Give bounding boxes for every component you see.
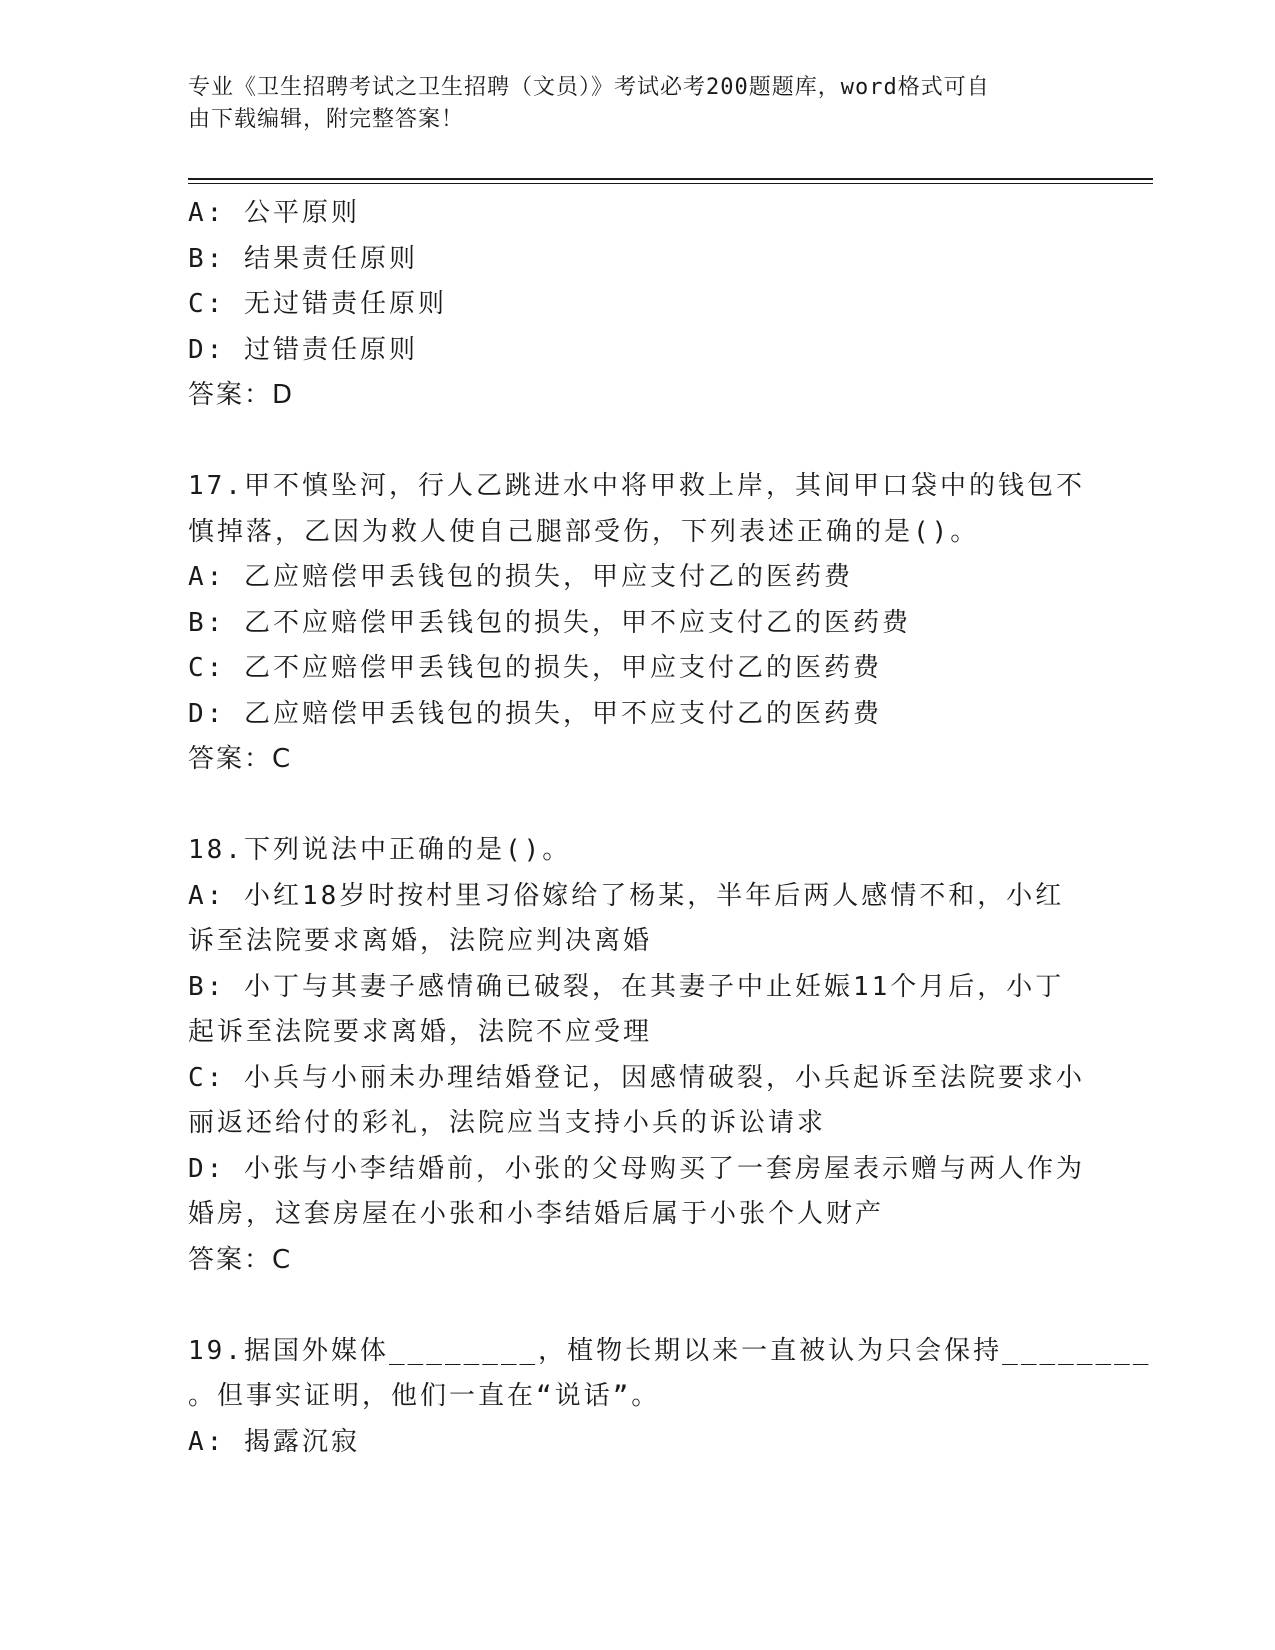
option-a-line-1: A: 小红18岁时按村里习俗嫁给了杨某，半年后两人感情不和，小红 (188, 880, 1065, 911)
option-b: B: 乙不应赔偿甲丢钱包的损失，甲不应支付乙的医药费 (188, 607, 911, 638)
spacer (188, 783, 1088, 829)
option-a-line-2: 诉至法院要求离婚，法院应判决离婚 (188, 926, 653, 956)
question-content (188, 191, 1152, 1465)
option-d-line-2: 婚房，这套房屋在小张和小李结婚后属于小张个人财产 (188, 1199, 885, 1229)
question-stem-line: 18.下列说法中正确的是()。 (188, 835, 572, 865)
option-d: D: 乙应赔偿甲丢钱包的损失，甲不应支付乙的医药费 (188, 698, 882, 729)
option-d-line-1: D: 小张与小李结婚前，小张的父母购买了一套房屋表示赠与两人作为 (188, 1153, 1085, 1184)
spacer (188, 1283, 1088, 1329)
answer-line: 答案：C (188, 1244, 293, 1275)
header-divider-thin (188, 183, 1153, 184)
question-stem-line: 19.据国外媒体________，植物长期以来一直被认为只会保持________ (188, 1335, 1152, 1366)
answer-line: 答案：C (188, 744, 293, 774)
question-stem-line: 17.甲不慎坠河，行人乙跳进水中将甲救上岸，其间甲口袋中的钱包不 (188, 471, 1085, 501)
option-a: A: 揭露沉寂 (188, 1426, 360, 1457)
header-divider-thick (188, 178, 1153, 180)
option-b: B: 结果责任原则 (188, 243, 418, 274)
option-c-line-1: C: 小兵与小丽未办理结婚登记，因感情破裂，小兵起诉至法院要求小 (188, 1062, 1085, 1093)
option-a: A: 乙应赔偿甲丢钱包的损失，甲应支付乙的医药费 (188, 562, 853, 592)
header-line-2: 由下载编辑，附完整答案！ (188, 107, 465, 132)
question-16 (188, 191, 1088, 419)
option-c-line-2: 丽返还给付的彩礼，法院应当支持小兵的诉讼请求 (188, 1108, 827, 1138)
answer-line: 答案：D (188, 380, 295, 410)
option-c: C: 乙不应赔偿甲丢钱包的损失，甲应支付乙的医药费 (188, 653, 882, 683)
question-stem-line: 慎掉落，乙因为救人使自己腿部受伤，下列表述正确的是()。 (188, 516, 980, 547)
option-d: D: 过错责任原则 (188, 334, 418, 365)
spacer (188, 419, 1088, 465)
question-17 (188, 464, 1088, 783)
option-b-line-2: 起诉至法院要求离婚，法院不应受理 (188, 1017, 653, 1047)
document-header (188, 72, 1068, 136)
question-18 (188, 828, 1088, 1283)
option-c: C: 无过错责任原则 (188, 289, 447, 319)
option-b-line-1: B: 小丁与其妻子感情确已破裂，在其妻子中止妊娠11个月后，小丁 (188, 971, 1065, 1002)
header-line-1: 专业《卫生招聘考试之卫生招聘（文员）》考试必考200题题库，word格式可自 (188, 75, 990, 100)
question-stem-line: 。但事实证明，他们一直在“说话”。 (188, 1381, 661, 1411)
question-19 (188, 1329, 1152, 1466)
option-a: A: 公平原则 (188, 198, 360, 228)
